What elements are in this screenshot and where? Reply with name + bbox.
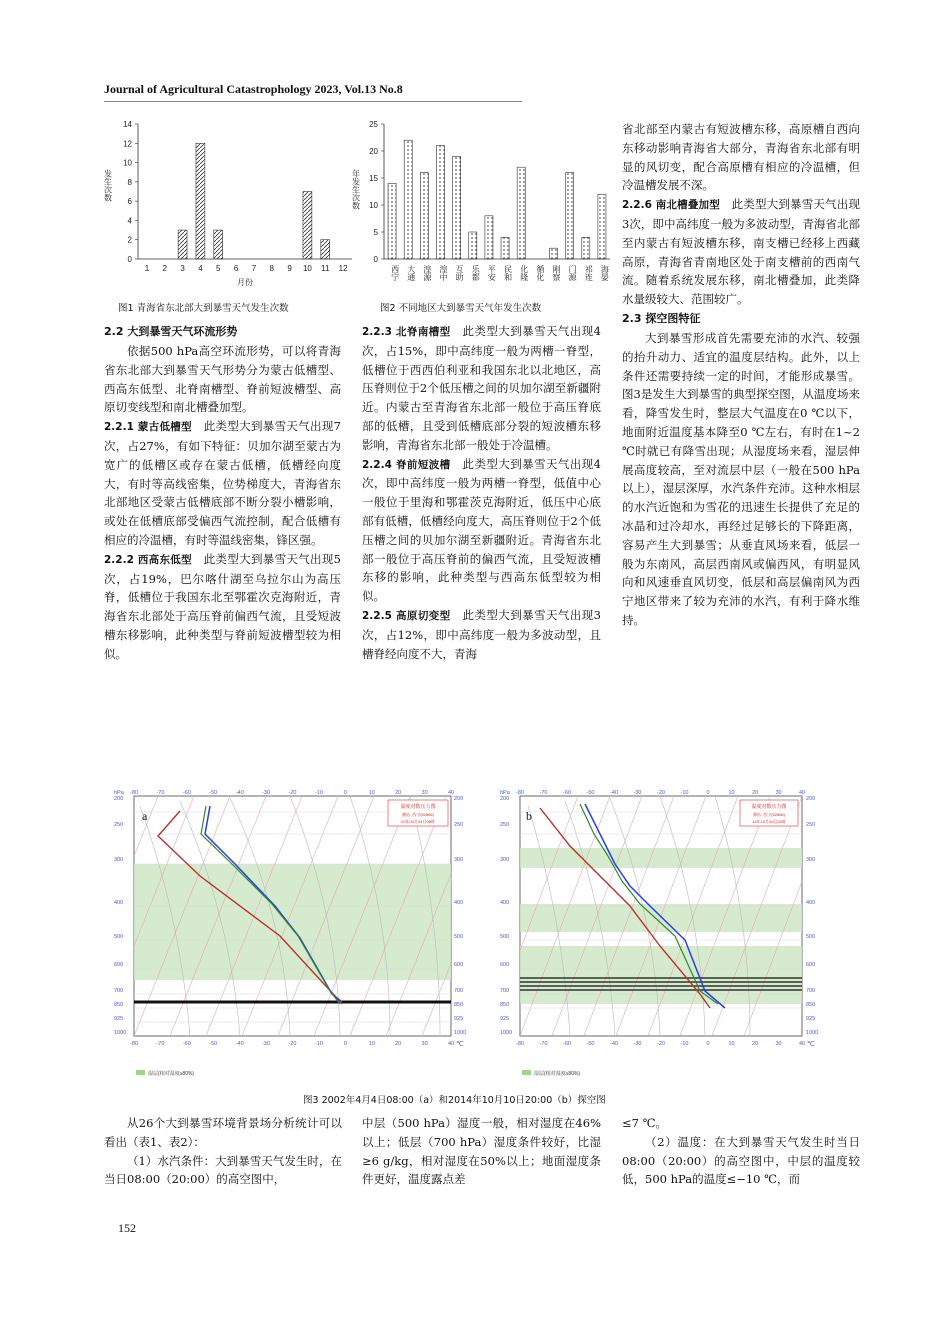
temp-tick-a-top: 20 [395, 790, 402, 796]
section-2-2-5-title: 2.2.5 高原切变型 [362, 609, 451, 622]
x-tick-label: 8 [269, 264, 274, 273]
section-2-2-4-text: 此类型大到暴雪天气出现4次，即中高纬度一般为两槽一脊型，低值中心一般位于里海和鄂霍茨克海附近，低压中心底部有低槽，低槽经向度大，高压脊则位于2个低压槽之间的贝加尔湖至新疆附近。青海省东北部一般位于高压脊前的偏西气流，且受短波槽东移的影响，此种类型与西高东低型较为相似。 [362, 456, 601, 604]
temp-tick-a-top: -80 [130, 790, 138, 796]
header-rule [104, 101, 522, 102]
x-axis-label: 月份 [237, 278, 253, 287]
x-tick-label: 9 [287, 264, 292, 273]
section-2-3-title: 2.3 探空图特征 [622, 311, 701, 325]
bottom-column-2 [362, 1114, 601, 1189]
panel-a-celsius-unit: ℃ [456, 1041, 464, 1048]
section-2-2-1-title: 2.2.1 蒙古低槽型 [104, 421, 192, 434]
pressure-level-b: 400 [500, 900, 510, 906]
pressure-level-b-right: 200 [806, 796, 816, 802]
temp-tick-b-bottom: 40 [798, 1041, 806, 1047]
temp-tick-b-bottom: -40 [610, 1041, 618, 1047]
x-tick-label: 4 [198, 264, 203, 273]
pressure-level-a: 200 [114, 796, 124, 802]
temp-tick-b-top: -50 [586, 790, 595, 796]
pressure-level-b-right: 400 [806, 900, 816, 906]
bar [404, 140, 412, 259]
pressure-level-a: 925 [114, 1016, 124, 1022]
section-2-2-1-text: 此类型大到暴雪天气出现7次，占27%，有如下特征：贝加尔湖至蒙古为宽广的低槽区或存在蒙古低槽，低槽经向度大，有时等高线密集，位势梯度大，青海省东北部地区受蒙古低槽底部不断分裂小槽影响，或处在低槽底部受偏西气流控制，配合低槽有相应的冷温槽，有时等温线密集，锋区强。 [104, 419, 341, 547]
bottom-column-3 [622, 1114, 860, 1189]
pressure-level-b-right: 500 [806, 934, 816, 940]
temp-tick-b-bottom: -80 [516, 1041, 524, 1047]
legend-a-swatch [136, 1070, 145, 1075]
temp-tick-a-top: 10 [368, 790, 375, 796]
y-tick-label: 2 [127, 235, 132, 245]
figure-1-caption: 图1 青海省东北部大到暴雪天气发生次数 [118, 303, 289, 314]
bottom-column-1 [104, 1114, 342, 1189]
temp-tick-b-bottom: -20 [657, 1041, 665, 1047]
pressure-level-b: 850 [500, 1002, 510, 1008]
bar [582, 237, 590, 259]
temp-tick-b-top: -60 [563, 790, 571, 796]
pressure-level-b-right: 600 [806, 962, 816, 968]
x-tick-label: 互助 [455, 265, 465, 281]
temp-tick-a-bottom: 0 [343, 1041, 347, 1047]
y-tick-label: 25 [369, 120, 378, 129]
temp-tick-a-bottom: -40 [235, 1041, 244, 1047]
text-column-1 [104, 322, 341, 664]
bar [501, 237, 509, 259]
temp-tick-b-top: 10 [728, 790, 735, 796]
temp-tick-a-top: -50 [209, 790, 218, 796]
panel-b-label: b [526, 809, 532, 823]
x-tick-label: 湟源 [422, 265, 432, 281]
temp-tick-a-bottom: -50 [209, 1041, 218, 1047]
temp-tick-b-bottom: -30 [633, 1041, 642, 1047]
pressure-level-a: 1000 [114, 1030, 127, 1036]
y-tick-label: 8 [127, 177, 132, 187]
panel-b-time: 14年10月10日20时 [752, 819, 786, 824]
pressure-level-b: 250 [500, 822, 510, 828]
section-2-2-2-title: 2.2.2 西高东低型 [104, 553, 192, 566]
y-tick-label: 15 [369, 174, 378, 183]
column-3-continuation: 省北部至内蒙古有短波槽东移，高原槽自西向东移动影响青海省大部分，青海省东北部有明显的风切变，配合高原槽有相应的冷温槽，但冷温槽发展不深。 [622, 122, 860, 193]
temp-tick-b-top: -30 [633, 790, 642, 796]
section-2-2-5-text: 此类型大到暴雪天气出现3次，占12%，即中高纬度一般为多波动型，且槽脊经向度不大，青海 [362, 607, 601, 661]
y-tick-label: 12 [123, 139, 132, 149]
panel-a-title: 温度对数压力图 [400, 804, 436, 810]
bottom-col3-p2: （2）温度：在大到暴雪天气发生时当日08:00（20:00）的高空图中，中层的温度较低，500 hPa的温度≤−10 ℃，而 [622, 1134, 860, 1187]
bar [453, 156, 461, 259]
x-tick-label: 湟中 [439, 265, 448, 281]
pressure-level-b: 1000 [500, 1030, 513, 1036]
temp-tick-b-bottom: -60 [563, 1041, 571, 1047]
x-tick-label: 民和 [503, 265, 513, 281]
pressure-level-b: 925 [500, 1016, 510, 1022]
journal-header: Journal of Agricultural Catastrophology 2023, Vol.13 No.8 [104, 82, 403, 96]
temp-tick-a-top: 0 [343, 790, 347, 796]
x-tick-label: 大通 [406, 265, 416, 281]
panel-a-time: 02年04月04日08时 [401, 819, 435, 824]
pressure-level-a-right: 200 [454, 796, 464, 802]
temp-tick-b-top: -70 [539, 790, 548, 796]
section-2-2-2-text: 此类型大到暴雪天气出现5次，占19%，巴尔喀什湖至乌拉尔山为高压脊，低槽位于我国东北至鄂霍次克海附近，青海省东北部处于高压脊前偏西气流，且受短波槽东移影响，此种类型与脊前短波槽型较为相似。 [104, 551, 341, 661]
temp-tick-b-bottom: 30 [775, 1041, 782, 1047]
temp-tick-a-bottom: -10 [314, 1041, 323, 1047]
temp-tick-b-bottom: 10 [728, 1041, 735, 1047]
temp-tick-a-top: -40 [235, 790, 244, 796]
pressure-level-a: 250 [114, 822, 124, 828]
pressure-level-b: 500 [500, 934, 510, 940]
temp-tick-a-top: -70 [156, 790, 165, 796]
y-tick-label: 10 [123, 158, 132, 168]
x-tick-label: 2 [162, 264, 167, 273]
bar [214, 230, 223, 259]
x-tick-label: 祁连 [584, 265, 594, 281]
temp-tick-a-bottom: 20 [395, 1041, 402, 1047]
bottom-col1-p1: 从26个大到暴雪环境背景场分析统计可以看出（表1、表2）： [104, 1116, 342, 1149]
temp-tick-b-top: 20 [751, 790, 759, 796]
x-tick-label: 西宁 [390, 265, 400, 281]
panel-b-celsius-unit: ℃ [807, 1041, 815, 1048]
bar [388, 183, 396, 259]
temp-tick-b-top: -40 [610, 790, 618, 796]
section-2-3-paragraph: 大到暴雪形成首先需要充沛的水汽、较强的抬升动力、适宜的温度层结构。此外，以上条件还需要持续一定的时间，才能形成暴雪。图3是发生大到暴雪的典型探空图，从温度场来看，降雪发生时，整层大气温度在0 ℃以下，地面附近温度基本降至0 ℃左右，有时在1~2 ℃时就已有降雪出现；从湿度场来看，湿层伸展高度较高，至对流层中层（一般在500 hPa以上），湿层深厚，水汽条件充沛。这种水相层的水汽近饱和为雪花的迅速生长提供了充足的冰晶和过冷却水，再经过足够长的下降距离，容易产生大到暴雪；从垂直风场来看，低层一般为东南风，高层西南风或偏西风，有明显风向和风速垂直风切变，低层和高层偏南风为西宁地区带来了较为充沛的水汽，有利于降水维持。 [622, 330, 860, 627]
bottom-col1-p2: （1）水汽条件：大到暴雪天气发生时，在当日08:00（20:00）的高空图中， [104, 1153, 342, 1187]
pressure-level-a-right: 400 [454, 900, 464, 906]
x-tick-label: 3 [180, 264, 185, 273]
bar [485, 216, 493, 259]
bottom-col3-p1: ≤7 ℃。 [622, 1116, 667, 1130]
pressure-level-a-right: 1000 [454, 1030, 467, 1036]
pressure-level-b-right: 1000 [806, 1030, 819, 1036]
x-tick-label: 门源 [568, 265, 578, 281]
x-tick-label: 1 [144, 264, 150, 273]
bar [469, 232, 477, 259]
temp-tick-b-bottom: -50 [586, 1041, 595, 1047]
temp-tick-b-top: -80 [516, 790, 524, 796]
pressure-level-a-right: 700 [454, 988, 464, 994]
section-2-2-paragraph: 依据500 hPa高空环流形势，可以将青海省东北部大到暴雪天气形势分为蒙古低槽型、西高东低型、北脊南槽型、脊前短波槽型、高原切变线型和南北槽叠加型。 [104, 344, 341, 415]
pressure-level-b-right: 925 [806, 1016, 816, 1022]
temp-tick-a-bottom: -30 [262, 1041, 271, 1047]
bar [178, 230, 187, 259]
bar [436, 146, 444, 259]
pressure-level-a: 600 [114, 962, 124, 968]
legend-a-text: 湿层(相对湿度≥80%) [148, 1071, 195, 1077]
section-2-2-6-text: 此类型大到暴雪天气出现3次，即中高纬度一般为多波动型，青海省北部至内蒙古有短波槽东移，南支槽已经移上西藏高原，青海省青南地区处于南支槽前的西南气流。随着系统发展东移，南北槽叠加，此类降水量级较大、范围较广。 [622, 197, 861, 307]
temp-tick-b-top: 0 [706, 790, 710, 796]
pressure-level-a-right: 925 [454, 1016, 464, 1022]
y-tick-label: 6 [127, 197, 132, 207]
bar [303, 192, 312, 260]
skewt-panel-b [488, 796, 834, 1036]
pressure-level-a-right: 850 [454, 1002, 464, 1008]
section-2-2-6-title: 2.2.6 南北槽叠加型 [622, 199, 720, 212]
pressure-level-b-right: 700 [806, 988, 816, 994]
temp-tick-a-bottom: -60 [182, 1041, 191, 1047]
pressure-level-a: 400 [114, 900, 124, 906]
temp-tick-a-top: -30 [262, 790, 271, 796]
x-tick-label: 海晏 [600, 265, 610, 281]
y-tick-label: 4 [127, 216, 132, 226]
temp-tick-b-bottom: 0 [706, 1041, 710, 1047]
x-tick-label: 刚察 [552, 265, 561, 281]
panel-b-station: 测站: 西宁(52866) [752, 812, 786, 817]
bar [517, 167, 525, 259]
x-tick-label: 平安 [487, 265, 497, 281]
pressure-level-b-right: 250 [806, 822, 816, 828]
section-2-2-4-title: 2.2.4 脊前短波槽 [362, 458, 451, 471]
temp-tick-a-bottom: -20 [288, 1041, 297, 1047]
temp-tick-a-bottom: 40 [447, 1041, 455, 1047]
bottom-col2-p1: 中层（500 hPa）湿度一般，相对湿度在46%以上；低层（700 hPa）湿度条件较好，比湿≥6 g/kg，相对湿度在50%以上；地面湿度条件更好，温度露点差 [362, 1116, 601, 1187]
pressure-level-a-right: 500 [454, 934, 464, 940]
pressure-level-b-right: 850 [806, 1002, 816, 1008]
text-column-3 [622, 120, 860, 630]
bar [549, 248, 557, 259]
temp-tick-a-bottom: 10 [368, 1041, 375, 1047]
temp-tick-b-bottom: 20 [751, 1041, 759, 1047]
pressure-level-b: 300 [500, 857, 510, 863]
x-tick-label: 11 [321, 264, 330, 273]
y-tick-label: 10 [369, 201, 378, 210]
page-number: 152 [118, 1221, 136, 1235]
x-tick-label: 10 [302, 264, 312, 273]
figure-3-skewt [110, 786, 870, 1084]
x-tick-label: 5 [216, 264, 221, 273]
temp-tick-a-bottom: -70 [156, 1041, 165, 1047]
temp-tick-a-top: -60 [182, 790, 191, 796]
skewt-panel-a [110, 796, 518, 1036]
x-tick-label: 6 [233, 264, 239, 273]
bar [420, 173, 428, 259]
temp-tick-b-top: -20 [657, 790, 665, 796]
pressure-level-b-right: 300 [806, 857, 816, 863]
temp-tick-b-top: -10 [680, 790, 689, 796]
temp-tick-b-top: 30 [775, 790, 782, 796]
bar [566, 173, 574, 259]
bar [196, 143, 205, 259]
y-tick-label: 14 [123, 120, 132, 129]
pressure-level-a: 700 [114, 988, 124, 994]
y-tick-label: 20 [369, 147, 378, 156]
pressure-level-a: 850 [114, 1002, 124, 1008]
figure-2-chart [350, 112, 620, 298]
pressure-level-b: 700 [500, 988, 510, 994]
y-tick-label: 0 [373, 255, 378, 264]
panel-a-label: a [142, 809, 148, 823]
temp-tick-a-bottom: 30 [421, 1041, 428, 1047]
pressure-level-a: 300 [114, 857, 124, 863]
x-tick-label: 7 [251, 264, 257, 273]
x-tick-label: 循化 [535, 265, 545, 281]
figure-3-caption: 图3 2002年4月4日08:00（a）和2014年10月10日20:00（b）探空图 [303, 1095, 606, 1106]
x-tick-label: 乐都 [471, 265, 481, 281]
panel-a-station: 测站: 西宁(52866) [401, 812, 435, 817]
section-2-2-title: 2.2 大到暴雪天气环流形势 [104, 325, 238, 338]
panel-b-title: 温度对数压力图 [751, 804, 787, 810]
temp-tick-b-top: 40 [798, 790, 806, 796]
pressure-level-b: 200 [500, 796, 510, 802]
y-tick-label: 5 [373, 228, 378, 237]
pressure-level-a-right: 300 [454, 857, 464, 863]
temp-tick-a-bottom: -80 [130, 1041, 138, 1047]
pressure-level-a: 500 [114, 934, 124, 940]
pressure-level-b: 600 [500, 962, 510, 968]
y-axis-label: 发生次数 [103, 169, 113, 202]
temp-tick-a-top: 40 [447, 790, 455, 796]
pressure-level-a-right: 250 [454, 822, 464, 828]
bar [321, 240, 330, 259]
temp-tick-a-top: 30 [421, 790, 428, 796]
y-tick-label: 0 [127, 255, 132, 264]
legend-b-swatch [522, 1070, 531, 1075]
pressure-level-a-right: 600 [454, 962, 464, 968]
bar [598, 194, 606, 259]
text-column-2 [362, 322, 601, 663]
section-2-2-3-title: 2.2.3 北脊南槽型 [362, 326, 451, 338]
temp-tick-a-top: -10 [314, 790, 323, 796]
x-tick-label: 化隆 [519, 265, 529, 281]
temp-tick-b-bottom: -10 [680, 1041, 689, 1047]
temp-tick-b-bottom: -70 [539, 1041, 548, 1047]
figure-2-caption: 图2 不同地区大到暴雪天气年发生次数 [380, 303, 542, 314]
y-axis-label: 年发生次数 [351, 169, 361, 210]
panel-a-hpa-unit: hPa [114, 790, 124, 796]
section-2-2-3-text: 此类型大到暴雪天气出现4次，占15%，即中高纬度一般为两槽一脊型，低槽位于西西伯利亚和我国东北以北地区，高压脊则位于2个低压槽之间的贝加尔湖至新疆附近。内蒙古至青海省东北部一般位于高压脊底部的低槽，且受到低槽底部分裂的短波槽东移影响，青海省东北部一般处于冷温槽。 [362, 324, 601, 452]
figure-1-chart [100, 112, 362, 298]
legend-b-text: 湿层(相对湿度≥80%) [534, 1071, 581, 1077]
x-tick-label: 12 [338, 264, 348, 273]
panel-b-hpa-unit: hPa [500, 790, 510, 796]
temp-tick-a-top: -20 [288, 790, 297, 796]
